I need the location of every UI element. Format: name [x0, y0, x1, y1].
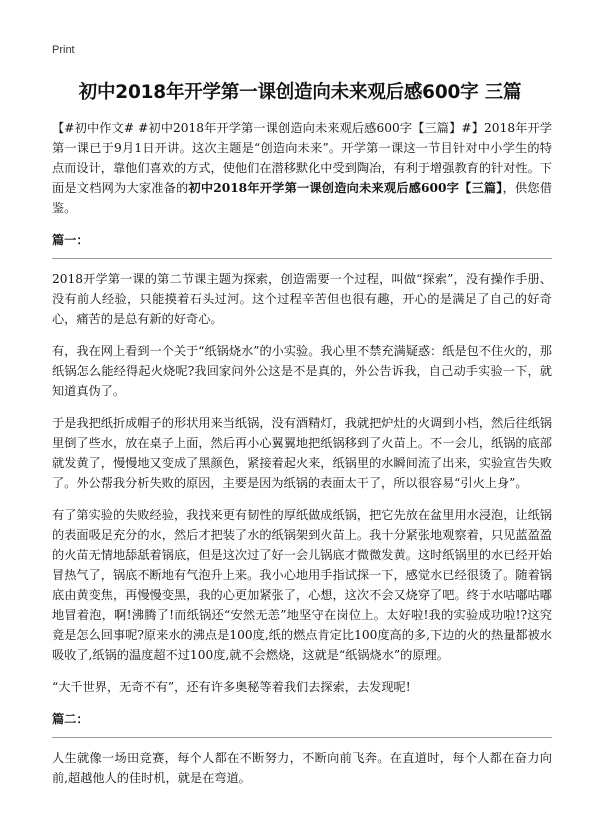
paragraph: 2018开学第一课的第二节课主题为探索，创造需要一个过程，叫做“探索”，没有操作手册、没有前人经验，只能摸着石头过河。这个过程辛苦但也很有趣，开心的是满足了自己的好奇心，痛苦的是总有新的好奇心。 [52, 272, 552, 326]
section-heading-1: 篇一： [52, 233, 89, 247]
intro-tail: ，供您借鉴。 [52, 181, 553, 215]
print-label: Print [52, 44, 75, 56]
section-divider-1 [52, 258, 552, 259]
section-heading-2: 篇二： [52, 712, 89, 726]
section-divider-2 [52, 737, 552, 738]
paragraph: 人生就像一场田竞赛，每个人都在不断努力，不断向前飞奔。在直道时，每个人都在奋力向前,超越他人的佳时机，就是在弯道。 [52, 751, 552, 785]
paragraph: “大千世界，无奇不有”，还有许多奥秘等着我们去探索，去发现呢! [52, 680, 411, 694]
intro-text: 【#初中作文# #初中2018年开学第一课创造向未来观后感600字【三篇】#】2018年开学第一课已于9月1日开讲。这次主题是“创造向未来”。开学第一课这一节目针对中小学生的特点而设计，靠他们喜欢的方式，使他们在潜移默化中受到陶冶，有利于增强教育的针对性。下面是文档网为大家准备的 [52, 121, 552, 195]
paragraph: 有了第实验的失败经验，我找来更有韧性的厚纸做成纸锅，把它先放在盆里用水浸泡，让纸锅的表面吸足充分的水，然后才把装了水的纸锅架到火苗上。我十分紧张地观察着，只见蓝盈盈的火苗无情地舔舐着锅底，但是这次过了好一会儿锅底才微微发黄。这时纸锅里的水已经开始冒热气了，锅底不断地有气泡升上来。我小心地用手指试探一下，感觉水已经很烫了。随着锅底由黄变焦，再慢慢变黑，我的心更加紧张了，心想，这次不会又烧穿了吧。终于水咕嘟咕嘟地冒着泡，啊!沸腾了!而纸锅还“安然无恙”地坚守在岗位上。太好啦!我的实验成功啦!?这究竟是怎么回事呢?原来水的沸点是100度,纸的燃点肯定比100度高的多,下边的火的热量都被水吸收了,纸锅的温度超不过100度,就不会燃烧，这就是“纸锅烧水”的原理。 [52, 508, 552, 662]
page-title: 初中2018年开学第一课创造向未来观后感600字 三篇 [78, 82, 522, 103]
paragraph: 有，我在网上看到一个关于“纸锅烧水”的小实验。我心里不禁充满疑惑：纸是包不住火的，那纸锅怎么能经得起火烧呢?我回家问外公这是不是真的，外公告诉我，自己动手实验一下，就知道真伪了。 [52, 344, 552, 398]
intro-bold-title: 初中2018年开学第一课创造向未来观后感600字【三篇】 [188, 181, 503, 195]
paragraph: 于是我把纸折成帽子的形状用来当纸锅，没有酒精灯，我就把炉灶的火调到小档，然后往纸锅里倒了些水，放在桌子上面，然后再小心翼翼地把纸锅移到了火苗上。不一会儿，纸锅的底部就发黄了，慢慢地又变成了黑颜色，紧接着起火来，纸锅里的水瞬间流了出来，实验宣告失败了。外公帮我分析失败的原因，主要是因为纸锅的表面太干了，所以很容易“引火上身”。 [52, 416, 552, 490]
document-body [52, 118, 552, 800]
intro-paragraph [52, 118, 552, 218]
